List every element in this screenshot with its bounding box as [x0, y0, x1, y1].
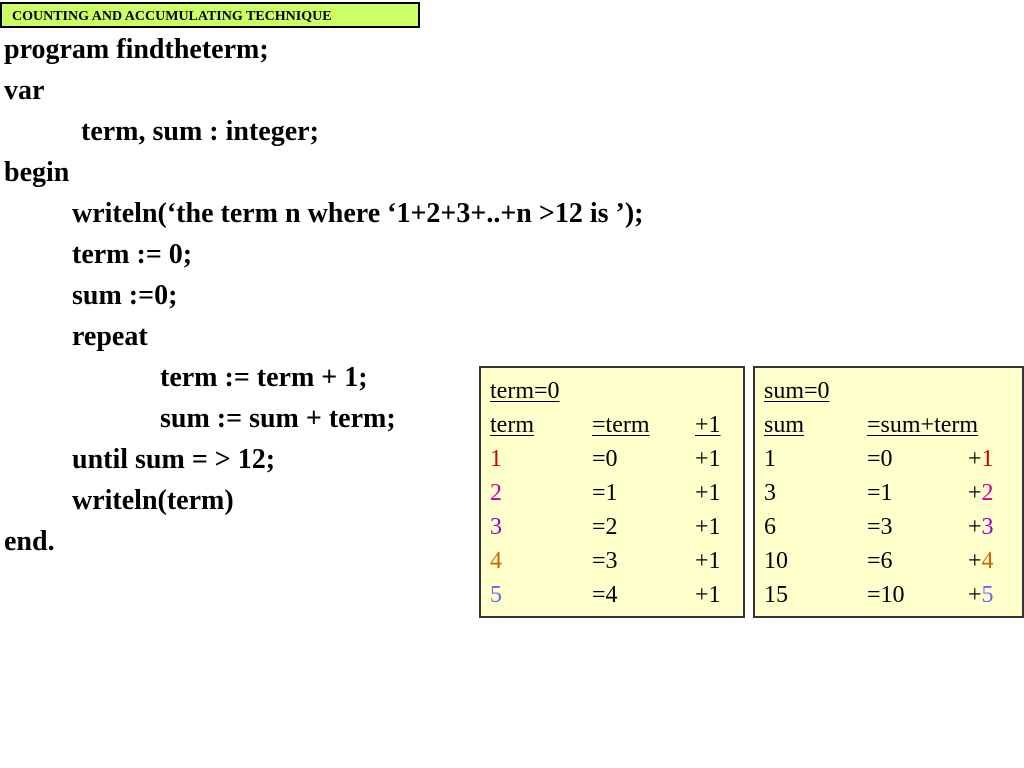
term-header-col3: +1	[695, 412, 721, 438]
sum-row-added-term	[968, 510, 994, 544]
term-row-increment: +1	[695, 446, 721, 472]
sum-row-added-term	[968, 544, 994, 578]
sum-header-col2: =sum+term	[867, 412, 979, 438]
code-line: begin	[4, 157, 70, 188]
term-row-prev: =0	[592, 446, 618, 472]
slide-title: COUNTING AND ACCUMULATING TECHNIQUE	[0, 2, 420, 28]
term-init-label: term=0	[490, 378, 560, 404]
term-row-prev: =3	[592, 548, 618, 574]
code-line: sum := sum + term;	[160, 403, 396, 434]
code-line: term, sum : integer;	[81, 116, 319, 147]
term-row-value: 3	[490, 514, 502, 540]
term-row-value: 2	[490, 480, 502, 506]
sum-row-prev: =0	[867, 446, 893, 472]
plus-sign: +	[968, 480, 982, 506]
code-line: end.	[4, 526, 55, 557]
code-line: program findtheterm;	[4, 34, 269, 65]
term-header-col1: term	[490, 412, 534, 438]
plus-sign: +	[968, 514, 982, 540]
sum-row-prev: =1	[867, 480, 893, 506]
sum-row-prev: =10	[867, 582, 905, 608]
sum-row-added-term	[968, 476, 994, 510]
code-line: until sum = > 12;	[72, 444, 276, 475]
term-row-prev: =4	[592, 582, 618, 608]
sum-row-value: 1	[764, 446, 776, 472]
term-row-increment: +1	[695, 582, 721, 608]
added-term-number: 5	[981, 582, 994, 608]
term-row-increment: +1	[695, 548, 721, 574]
sum-row-added-term	[968, 578, 994, 612]
sum-row-value: 3	[764, 480, 776, 506]
plus-sign: +	[968, 548, 982, 574]
code-line: sum :=0;	[72, 280, 178, 311]
sum-row-value: 10	[764, 548, 788, 574]
added-term-number: 3	[981, 514, 994, 540]
plus-sign: +	[968, 582, 982, 608]
sum-row-added-term	[968, 442, 994, 476]
term-row-value: 4	[490, 548, 502, 574]
term-row-prev: =1	[592, 480, 618, 506]
term-header-col2: =term	[592, 412, 650, 438]
sum-init-label: sum=0	[764, 378, 830, 404]
term-row-value: 1	[490, 446, 502, 472]
term-row-prev: =2	[592, 514, 618, 540]
sum-row-value: 6	[764, 514, 776, 540]
added-term-number: 2	[981, 480, 994, 506]
plus-sign: +	[968, 446, 982, 472]
added-term-number: 4	[981, 548, 994, 574]
term-row-increment: +1	[695, 480, 721, 506]
code-line: var	[4, 75, 45, 106]
code-line: term := term + 1;	[160, 362, 368, 393]
code-line: writeln(‘the term n where ‘1+2+3+..+n >12 is ’);	[72, 198, 644, 229]
sum-row-prev: =3	[867, 514, 893, 540]
code-line: writeln(term)	[72, 485, 234, 516]
code-line: repeat	[72, 321, 148, 352]
sum-header-col1: sum	[764, 412, 805, 438]
sum-row-value: 15	[764, 582, 788, 608]
sum-trace-table	[753, 366, 1024, 618]
added-term-number: 1	[981, 446, 994, 472]
term-row-increment: +1	[695, 514, 721, 540]
term-trace-table	[479, 366, 745, 618]
term-row-value: 5	[490, 582, 502, 608]
sum-row-prev: =6	[867, 548, 893, 574]
code-line: term := 0;	[72, 239, 193, 270]
